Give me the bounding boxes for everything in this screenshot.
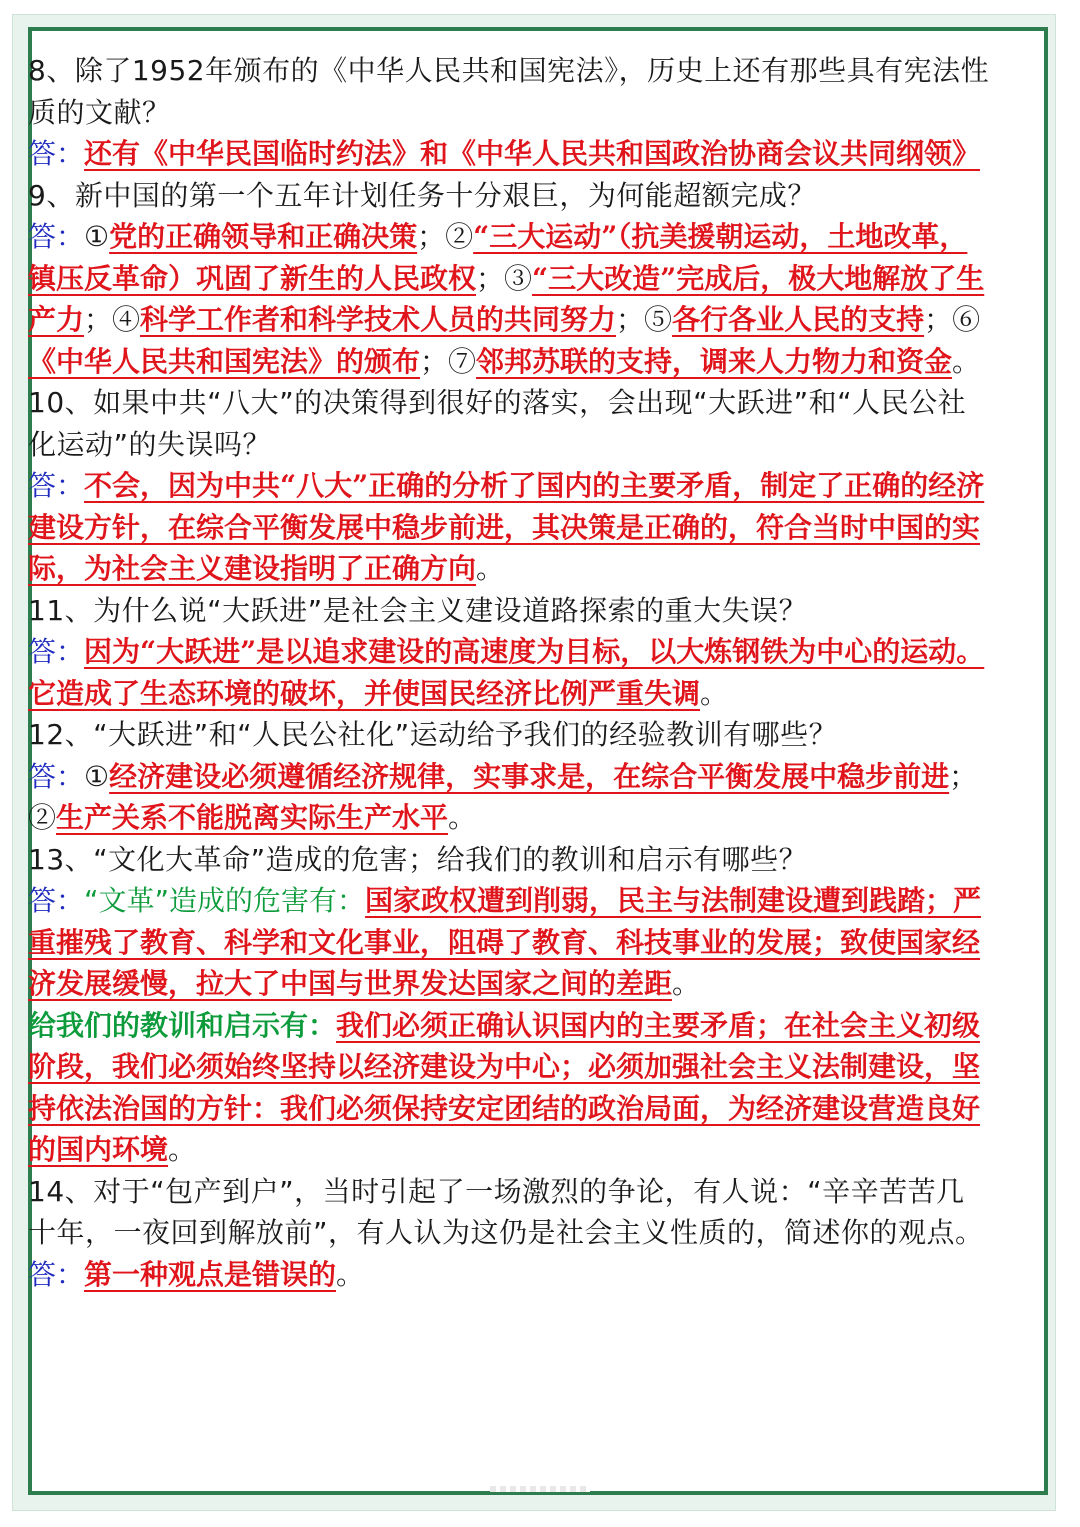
lesson-label: 给我们的教训和启示有：: [28, 1008, 337, 1042]
answer-13-lesson: [28, 1005, 993, 1171]
answer-11: [28, 631, 993, 714]
answer-10: [28, 465, 993, 590]
question-14: 14、对于“包产到户”，当时引起了一场激烈的争论，有人说：“辛辛苦苦几十年，一夜回到解放前”，有人认为这仍是社会主义性质的，简述你的观点。: [28, 1174, 984, 1249]
answer-label: 答：: [28, 137, 85, 170]
question-9: 9、新中国的第一个五年计划任务十分艰巨，为何能超额完成？: [28, 178, 816, 212]
answer-label: 答：: [28, 220, 85, 253]
item-marker: ；③: [476, 261, 533, 295]
lesson-text: 我们必须正确认识国内的主要矛盾；在社会主义初级阶段，我们必须始终坚持以经济建设为中心；必须加强社会主义法制建设，坚持依法治国的方针：我们必须保持安定团结的政治局面，为经济建设营造良好的国内环境: [28, 1008, 981, 1166]
item-marker: ；②: [28, 759, 978, 834]
answer-label: 答：: [28, 759, 85, 793]
answer-text: 因为“大跃进”是以追求建设的高速度为目标，以大炼钢铁为中心的运动。它造成了生态环境的破坏，并使国民经济比例严重失调: [28, 635, 985, 710]
question-10: 10、如果中共“八大”的决策得到很好的落实，会出现“大跃进”和“人民公社化运动”的失误吗？: [28, 386, 967, 461]
item-marker: ；②: [417, 220, 474, 253]
period: 。: [952, 344, 981, 378]
period: 。: [476, 552, 505, 585]
item-marker: ①: [84, 759, 110, 793]
answer-text: 第一种观点是错误的: [84, 1257, 337, 1291]
answer-point-5: 各行各业人民的支持: [672, 303, 925, 336]
item-marker: ；④: [84, 303, 141, 336]
item-marker: ；⑤: [616, 303, 673, 336]
qa-content: [28, 50, 993, 1295]
question-13: 13、“文化大革命”造成的危害；给我们的教训和启示有哪些？: [28, 842, 808, 876]
answer-9: [28, 216, 993, 382]
period: 。: [672, 967, 701, 1000]
period: 。: [448, 801, 477, 834]
question-8: 8、除了1952年颁布的《中华人民共和国宪法》，历史上还有那些具有宪法性质的文献？: [28, 54, 990, 129]
harm-text: 国家政权遭到削弱，民主与法制建设遭到践踏；严重摧残了教育、科学和文化事业，阻碍了教育、科技事业的发展；致使国家经济发展缓慢，拉大了中国与世界发达国家之间的差距: [28, 884, 982, 1000]
item-marker: ；⑥: [924, 303, 981, 336]
answer-13-harm: [28, 880, 993, 1005]
item-marker: ；⑦: [420, 344, 477, 378]
answer-point-1: 经济建设必须遵循经济规律，实事求是，在综合平衡发展中稳步前进: [109, 759, 950, 793]
answer-12: [28, 756, 993, 839]
footer-watermark: [490, 1486, 590, 1492]
answer-14: [28, 1254, 993, 1296]
question-12: 12、“大跃进”和“人民公社化”运动给予我们的经验教训有哪些？: [28, 718, 838, 751]
answer-point-2: 生产关系不能脱离实际生产水平: [56, 801, 449, 834]
item-marker: ①: [84, 220, 110, 253]
period: 。: [700, 676, 729, 710]
answer-point-1: 党的正确领导和正确决策: [109, 220, 418, 253]
answer-point-6: 《中华人民共和国宪法》的颁布: [28, 344, 421, 378]
answer-label: 答：: [28, 635, 85, 668]
answer-point-3: “三大改造”完成后，极大地解放了生产力: [28, 261, 985, 336]
answer-label: 答：: [28, 884, 85, 917]
period: 。: [336, 1257, 365, 1291]
period: 。: [168, 1133, 197, 1166]
answer-text: 不会，因为中共“八大”正确的分析了国内的主要矛盾，制定了正确的经济建设方针，在综合平衡发展中稳步前进，其决策是正确的，符合当时中国的实际，为社会主义建设指明了正确方向: [28, 469, 985, 585]
answer-label: 答：: [28, 1257, 85, 1291]
answer-text: 还有《中华民国临时约法》和《中华人民共和国政治协商会议共同纲领》: [84, 137, 981, 170]
answer-8: [28, 133, 993, 175]
answer-point-2: “三大运动”（抗美援朝运动，土地改革，镇压反革命）巩固了新生的人民政权: [28, 220, 968, 295]
answer-point-7: 邻邦苏联的支持，调来人力物力和资金: [476, 344, 953, 378]
answer-point-4: 科学工作者和科学技术人员的共同努力: [140, 303, 617, 336]
question-11: 11、为什么说“大跃进”是社会主义建设道路探索的重大失误？: [28, 593, 808, 627]
harm-label: “文革”造成的危害有：: [84, 884, 366, 917]
answer-label: 答：: [28, 469, 85, 502]
